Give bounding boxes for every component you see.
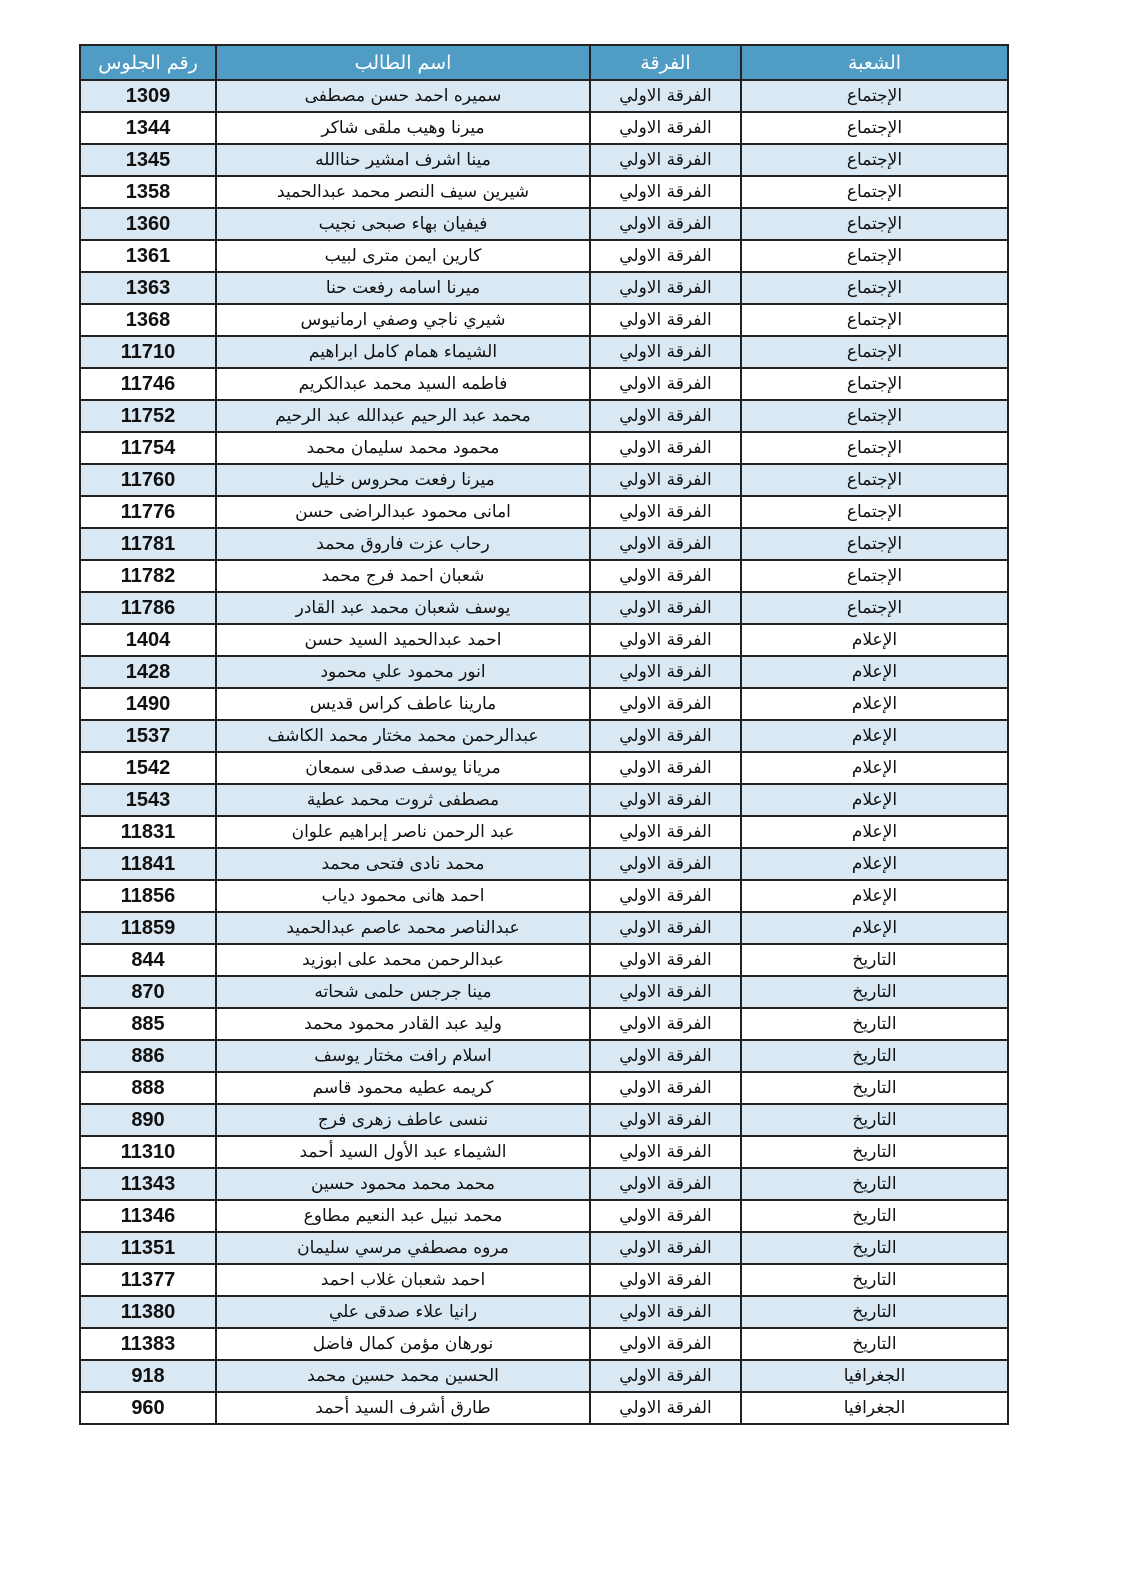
department-cell: الإعلام <box>741 656 1008 688</box>
table-row <box>80 880 1008 912</box>
table-row <box>80 1232 1008 1264</box>
seat-number-cell: 11752 <box>80 400 216 432</box>
table-row <box>80 80 1008 112</box>
year-cell: الفرقة الاولي <box>590 880 741 912</box>
seat-number-cell: 885 <box>80 1008 216 1040</box>
student-name-cell: عبدالناصر محمد عاصم عبدالحميد <box>216 912 590 944</box>
table-row <box>80 1200 1008 1232</box>
department-cell: التاريخ <box>741 1168 1008 1200</box>
department-cell: الإعلام <box>741 912 1008 944</box>
seat-number-cell: 1360 <box>80 208 216 240</box>
year-cell: الفرقة الاولي <box>590 176 741 208</box>
student-name-cell: شعبان احمد فرج محمد <box>216 560 590 592</box>
student-name-cell: رانيا علاء صدقى علي <box>216 1296 590 1328</box>
table-row <box>80 1264 1008 1296</box>
year-cell: الفرقة الاولي <box>590 1168 741 1200</box>
department-cell: الإعلام <box>741 624 1008 656</box>
student-name-cell: مينا جرجس حلمى شحاته <box>216 976 590 1008</box>
year-cell: الفرقة الاولي <box>590 1232 741 1264</box>
year-cell: الفرقة الاولي <box>590 592 741 624</box>
table-row <box>80 496 1008 528</box>
year-cell: الفرقة الاولي <box>590 784 741 816</box>
student-name-cell: محمود محمد سليمان محمد <box>216 432 590 464</box>
student-name-cell: الشيماء همام كامل ابراهيم <box>216 336 590 368</box>
student-name-cell: ميرنا وهيب ملقى شاكر <box>216 112 590 144</box>
year-cell: الفرقة الاولي <box>590 1200 741 1232</box>
department-cell: الإعلام <box>741 752 1008 784</box>
department-cell: التاريخ <box>741 1008 1008 1040</box>
year-cell: الفرقة الاولي <box>590 336 741 368</box>
seat-number-cell: 11859 <box>80 912 216 944</box>
year-cell: الفرقة الاولي <box>590 944 741 976</box>
table-row <box>80 1072 1008 1104</box>
header-seat-number: رقم الجلوس <box>80 45 216 80</box>
department-cell: الإجتماع <box>741 272 1008 304</box>
seat-number-cell: 918 <box>80 1360 216 1392</box>
student-name-cell: مارينا عاطف كراس قديس <box>216 688 590 720</box>
year-cell: الفرقة الاولي <box>590 976 741 1008</box>
table-row <box>80 848 1008 880</box>
student-name-cell: كارين ايمن مترى لبيب <box>216 240 590 272</box>
seat-number-cell: 11746 <box>80 368 216 400</box>
table-row <box>80 752 1008 784</box>
year-cell: الفرقة الاولي <box>590 720 741 752</box>
department-cell: الجغرافيا <box>741 1392 1008 1424</box>
seat-number-cell: 1368 <box>80 304 216 336</box>
seat-number-cell: 11786 <box>80 592 216 624</box>
student-name-cell: نورهان مؤمن كمال فاضل <box>216 1328 590 1360</box>
table-body <box>80 80 1008 1424</box>
department-cell: التاريخ <box>741 1296 1008 1328</box>
department-cell: الإعلام <box>741 880 1008 912</box>
table-row <box>80 176 1008 208</box>
student-name-cell: سميره احمد حسن مصطفى <box>216 80 590 112</box>
seat-number-cell: 1428 <box>80 656 216 688</box>
year-cell: الفرقة الاولي <box>590 496 741 528</box>
department-cell: الإعلام <box>741 688 1008 720</box>
student-name-cell: امانى محمود عبدالراضى حسن <box>216 496 590 528</box>
student-roster-table <box>79 44 1009 1425</box>
department-cell: الإجتماع <box>741 592 1008 624</box>
year-cell: الفرقة الاولي <box>590 208 741 240</box>
seat-number-cell: 11781 <box>80 528 216 560</box>
seat-number-cell: 11760 <box>80 464 216 496</box>
student-name-cell: ميرنا اسامه رفعت حنا <box>216 272 590 304</box>
student-name-cell: الحسين محمد حسين محمد <box>216 1360 590 1392</box>
department-cell: الإجتماع <box>741 560 1008 592</box>
table-row <box>80 944 1008 976</box>
table-row <box>80 1328 1008 1360</box>
student-name-cell: فيفيان بهاء صبحى نجيب <box>216 208 590 240</box>
seat-number-cell: 886 <box>80 1040 216 1072</box>
student-name-cell: طارق أشرف السيد أحمد <box>216 1392 590 1424</box>
seat-number-cell: 1404 <box>80 624 216 656</box>
seat-number-cell: 870 <box>80 976 216 1008</box>
seat-number-cell: 11380 <box>80 1296 216 1328</box>
year-cell: الفرقة الاولي <box>590 1136 741 1168</box>
table-row <box>80 1136 1008 1168</box>
seat-number-cell: 11343 <box>80 1168 216 1200</box>
department-cell: التاريخ <box>741 1040 1008 1072</box>
table-row <box>80 656 1008 688</box>
year-cell: الفرقة الاولي <box>590 144 741 176</box>
student-name-cell: محمد محمد محمود حسين <box>216 1168 590 1200</box>
table-header <box>80 45 1008 80</box>
student-name-cell: شيري ناجي وصفي ارمانيوس <box>216 304 590 336</box>
year-cell: الفرقة الاولي <box>590 848 741 880</box>
department-cell: التاريخ <box>741 976 1008 1008</box>
department-cell: الإجتماع <box>741 368 1008 400</box>
table-row <box>80 432 1008 464</box>
header-department: الشعبة <box>741 45 1008 80</box>
year-cell: الفرقة الاولي <box>590 368 741 400</box>
year-cell: الفرقة الاولي <box>590 1360 741 1392</box>
department-cell: التاريخ <box>741 1232 1008 1264</box>
seat-number-cell: 888 <box>80 1072 216 1104</box>
year-cell: الفرقة الاولي <box>590 752 741 784</box>
department-cell: التاريخ <box>741 1328 1008 1360</box>
table-row <box>80 560 1008 592</box>
student-name-cell: رحاب عزت فاروق محمد <box>216 528 590 560</box>
year-cell: الفرقة الاولي <box>590 1008 741 1040</box>
table-row <box>80 1104 1008 1136</box>
department-cell: التاريخ <box>741 1104 1008 1136</box>
seat-number-cell: 11782 <box>80 560 216 592</box>
seat-number-cell: 1490 <box>80 688 216 720</box>
table-row <box>80 368 1008 400</box>
header-row <box>80 45 1008 80</box>
year-cell: الفرقة الاولي <box>590 464 741 496</box>
year-cell: الفرقة الاولي <box>590 400 741 432</box>
header-year: الفرقة <box>590 45 741 80</box>
department-cell: الإجتماع <box>741 240 1008 272</box>
department-cell: الإعلام <box>741 848 1008 880</box>
year-cell: الفرقة الاولي <box>590 240 741 272</box>
student-name-cell: محمد نادى فتحى محمد <box>216 848 590 880</box>
student-name-cell: يوسف شعبان محمد عبد القادر <box>216 592 590 624</box>
seat-number-cell: 11310 <box>80 1136 216 1168</box>
seat-number-cell: 11831 <box>80 816 216 848</box>
year-cell: الفرقة الاولي <box>590 1072 741 1104</box>
student-name-cell: اسلام رافت مختار يوسف <box>216 1040 590 1072</box>
year-cell: الفرقة الاولي <box>590 816 741 848</box>
seat-number-cell: 11754 <box>80 432 216 464</box>
seat-number-cell: 1345 <box>80 144 216 176</box>
year-cell: الفرقة الاولي <box>590 560 741 592</box>
department-cell: الإعلام <box>741 784 1008 816</box>
student-name-cell: مريانا يوسف صدقى سمعان <box>216 752 590 784</box>
seat-number-cell: 1344 <box>80 112 216 144</box>
seat-number-cell: 11841 <box>80 848 216 880</box>
department-cell: الإجتماع <box>741 176 1008 208</box>
seat-number-cell: 1542 <box>80 752 216 784</box>
table-row <box>80 1008 1008 1040</box>
table-row <box>80 400 1008 432</box>
department-cell: التاريخ <box>741 944 1008 976</box>
seat-number-cell: 11377 <box>80 1264 216 1296</box>
seat-number-cell: 960 <box>80 1392 216 1424</box>
department-cell: الإعلام <box>741 816 1008 848</box>
year-cell: الفرقة الاولي <box>590 1040 741 1072</box>
seat-number-cell: 1537 <box>80 720 216 752</box>
student-name-cell: احمد عبدالحميد السيد حسن <box>216 624 590 656</box>
department-cell: الإعلام <box>741 720 1008 752</box>
department-cell: الإجتماع <box>741 112 1008 144</box>
seat-number-cell: 11346 <box>80 1200 216 1232</box>
student-name-cell: محمد عبد الرحيم عبدالله عبد الرحيم <box>216 400 590 432</box>
seat-number-cell: 1361 <box>80 240 216 272</box>
table-row <box>80 720 1008 752</box>
table-row <box>80 1040 1008 1072</box>
seat-number-cell: 11856 <box>80 880 216 912</box>
department-cell: الإجتماع <box>741 304 1008 336</box>
seat-number-cell: 11710 <box>80 336 216 368</box>
student-name-cell: احمد شعبان غلاب احمد <box>216 1264 590 1296</box>
student-name-cell: احمد هانى محمود دياب <box>216 880 590 912</box>
student-name-cell: ننسى عاطف زهرى فرج <box>216 1104 590 1136</box>
student-name-cell: فاطمه السيد محمد عبدالكريم <box>216 368 590 400</box>
year-cell: الفرقة الاولي <box>590 624 741 656</box>
seat-number-cell: 1309 <box>80 80 216 112</box>
table-row <box>80 112 1008 144</box>
table-row <box>80 1360 1008 1392</box>
table-row <box>80 528 1008 560</box>
year-cell: الفرقة الاولي <box>590 112 741 144</box>
department-cell: الإجتماع <box>741 496 1008 528</box>
department-cell: الإجتماع <box>741 144 1008 176</box>
table-row <box>80 1392 1008 1424</box>
table-row <box>80 912 1008 944</box>
table-row <box>80 336 1008 368</box>
seat-number-cell: 844 <box>80 944 216 976</box>
year-cell: الفرقة الاولي <box>590 1296 741 1328</box>
table-row <box>80 464 1008 496</box>
department-cell: الإجتماع <box>741 528 1008 560</box>
year-cell: الفرقة الاولي <box>590 1392 741 1424</box>
table-row <box>80 272 1008 304</box>
department-cell: الإجتماع <box>741 336 1008 368</box>
seat-number-cell: 1358 <box>80 176 216 208</box>
student-name-cell: مروه مصطفي مرسي سليمان <box>216 1232 590 1264</box>
year-cell: الفرقة الاولي <box>590 1328 741 1360</box>
year-cell: الفرقة الاولي <box>590 1104 741 1136</box>
table-row <box>80 1168 1008 1200</box>
seat-number-cell: 890 <box>80 1104 216 1136</box>
year-cell: الفرقة الاولي <box>590 304 741 336</box>
department-cell: الإجتماع <box>741 400 1008 432</box>
year-cell: الفرقة الاولي <box>590 912 741 944</box>
table-row <box>80 976 1008 1008</box>
table-row <box>80 784 1008 816</box>
student-name-cell: وليد عبد القادر محمود محمد <box>216 1008 590 1040</box>
department-cell: التاريخ <box>741 1200 1008 1232</box>
department-cell: الإجتماع <box>741 432 1008 464</box>
seat-number-cell: 1543 <box>80 784 216 816</box>
table-row <box>80 592 1008 624</box>
department-cell: التاريخ <box>741 1264 1008 1296</box>
department-cell: الإجتماع <box>741 464 1008 496</box>
seat-number-cell: 11776 <box>80 496 216 528</box>
table-row <box>80 688 1008 720</box>
student-name-cell: عبدالرحمن محمد مختار محمد الكاشف <box>216 720 590 752</box>
table-row <box>80 208 1008 240</box>
table-row <box>80 1296 1008 1328</box>
table-row <box>80 816 1008 848</box>
department-cell: الإجتماع <box>741 208 1008 240</box>
year-cell: الفرقة الاولي <box>590 688 741 720</box>
student-name-cell: كريمه عطيه محمود قاسم <box>216 1072 590 1104</box>
table-row <box>80 240 1008 272</box>
year-cell: الفرقة الاولي <box>590 1264 741 1296</box>
student-name-cell: محمد نبيل عبد النعيم مطاوع <box>216 1200 590 1232</box>
student-name-cell: ميرنا رفعت محروس خليل <box>216 464 590 496</box>
table-row <box>80 304 1008 336</box>
seat-number-cell: 11351 <box>80 1232 216 1264</box>
seat-number-cell: 1363 <box>80 272 216 304</box>
table-row <box>80 144 1008 176</box>
year-cell: الفرقة الاولي <box>590 528 741 560</box>
year-cell: الفرقة الاولي <box>590 272 741 304</box>
department-cell: الإجتماع <box>741 80 1008 112</box>
department-cell: الجغرافيا <box>741 1360 1008 1392</box>
year-cell: الفرقة الاولي <box>590 80 741 112</box>
department-cell: التاريخ <box>741 1136 1008 1168</box>
student-name-cell: مينا اشرف امشير حناالله <box>216 144 590 176</box>
department-cell: التاريخ <box>741 1072 1008 1104</box>
year-cell: الفرقة الاولي <box>590 432 741 464</box>
student-name-cell: عبدالرحمن محمد على ابوزيد <box>216 944 590 976</box>
year-cell: الفرقة الاولي <box>590 656 741 688</box>
table-row <box>80 624 1008 656</box>
seat-number-cell: 11383 <box>80 1328 216 1360</box>
student-name-cell: مصطفى ثروت محمد عطية <box>216 784 590 816</box>
student-name-cell: انور محمود علي محمود <box>216 656 590 688</box>
student-name-cell: عبد الرحمن ناصر إبراهيم علوان <box>216 816 590 848</box>
student-name-cell: شيرين سيف النصر محمد عبدالحميد <box>216 176 590 208</box>
header-student-name: اسم الطالب <box>216 45 590 80</box>
student-name-cell: الشيماء عبد الأول السيد أحمد <box>216 1136 590 1168</box>
